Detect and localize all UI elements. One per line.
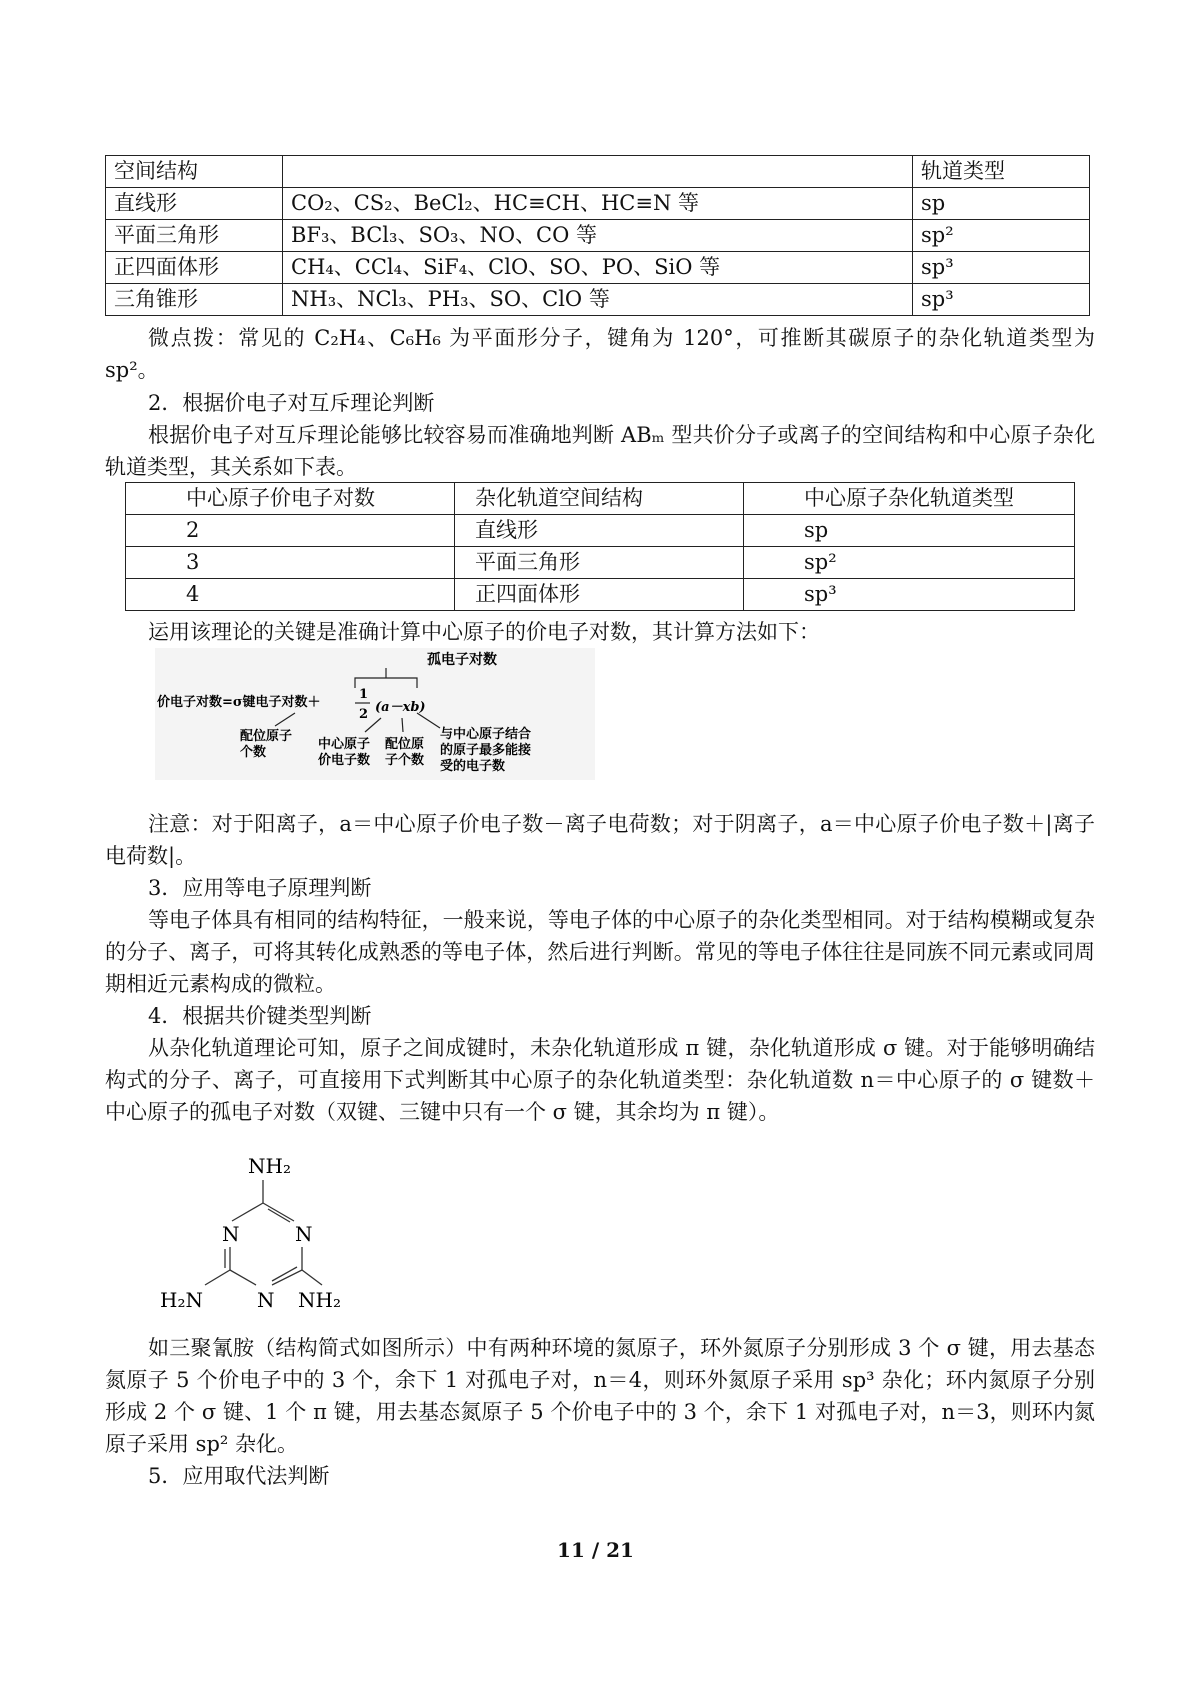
table-cell: sp³	[913, 284, 1090, 316]
table-cell: BF₃、BCl₃、SO₃、NO、CO 等	[283, 220, 913, 252]
paragraph: 根据价电子对互斥理论能够比较容易而准确地判断 ABₘ 型共价分子或离子的空间结构和中心原子杂化轨道类型，其关系如下表。	[105, 423, 1095, 479]
arrow-coord-count	[402, 718, 403, 732]
table-row	[106, 252, 1090, 284]
table-header-cell: 中心原子杂化轨道类型	[744, 483, 1075, 515]
vsepr-table	[125, 482, 1075, 611]
table-cell: 空间结构	[106, 156, 283, 188]
table-header-cell: 中心原子价电子对数	[126, 483, 455, 515]
table-cell: sp³	[744, 579, 1075, 611]
arrow-max-accept	[417, 713, 440, 728]
coord-count-label-2: 子个数	[385, 753, 425, 768]
table-row	[106, 284, 1090, 316]
coord-count-label: 配位原	[385, 737, 425, 752]
table-cell: 3	[126, 547, 455, 579]
table-cell: 正四面体形	[106, 252, 283, 284]
paragraph: 运用该理论的关键是准确计算中心原子的价电子对数，其计算方法如下：	[148, 620, 820, 644]
paragraph: 等电子体具有相同的结构特征，一般来说，等电子体的中心原子的杂化类型相同。对于结构模糊或复杂的分子、离子，可将其转化成熟悉的等电子体，然后进行判断。常见的等电子体往往是同族不同元素或同周期相近元素构成的微粒。	[105, 908, 1095, 996]
table-cell	[283, 156, 913, 188]
ring-n-right: N	[295, 1222, 313, 1246]
bond-line	[302, 1270, 322, 1285]
melamine-svg	[160, 1155, 360, 1320]
central-valence-label-2: 价电子数	[318, 753, 371, 768]
coord-atoms-label: 配位原子	[240, 729, 293, 744]
section-heading-3: 3．应用等电子原理判断	[148, 876, 372, 900]
table-row	[106, 188, 1090, 220]
structure-top-label: NH₂	[248, 1155, 291, 1178]
coord-atoms-label-2: 个数	[240, 745, 267, 760]
table-cell: 轨道类型	[913, 156, 1090, 188]
table-cell: NH₃、NCl₃、PH₃、SO、ClO 等	[283, 284, 913, 316]
bond-line	[263, 1203, 294, 1221]
table-cell: sp²	[744, 547, 1075, 579]
table-cell: 2	[126, 515, 455, 547]
table-cell: 平面三角形	[106, 220, 283, 252]
bracket-line	[355, 668, 417, 688]
table-row	[126, 579, 1075, 611]
arrow-coord-atoms	[275, 713, 295, 726]
table-row	[106, 156, 1090, 188]
table-cell: 平面三角形	[455, 547, 744, 579]
table-cell: 直线形	[455, 515, 744, 547]
bond-line	[232, 1203, 263, 1221]
paragraph: 从杂化轨道理论可知，原子之间成键时，未杂化轨道形成 π 键，杂化轨道形成 σ 键。对于能够明确结构式的分子、离子，可直接用下式判断其中心原子的杂化轨道类型：杂化轨道数 n＝中心原子的 σ 键数＋中心原子的孤电子对数（双键、三键中只有一个 σ 键，其余均为 π 键）。	[105, 1036, 1095, 1124]
table-cell: 4	[126, 579, 455, 611]
tip-paragraph: 微点拨：常见的 C₂H₄、C₆H₆ 为平面形分子，键角为 120°，可推断其碳原子的杂化轨道类型为 sp²。	[105, 326, 1095, 382]
table-cell: sp³	[913, 252, 1090, 284]
formula-svg	[155, 648, 595, 780]
valence-pair-formula-diagram	[155, 648, 595, 780]
table-cell: sp	[913, 188, 1090, 220]
table-cell: CO₂、CS₂、BeCl₂、HC≡CH、HC≡N 等	[283, 188, 913, 220]
table-cell: 正四面体形	[455, 579, 744, 611]
table-cell: CH₄、CCl₄、SiF₄、ClO、SO、PO、SiO 等	[283, 252, 913, 284]
ring-n-bottom: N	[257, 1288, 275, 1312]
table-header-cell: 杂化轨道空间结构	[455, 483, 744, 515]
page-number: 11 / 21	[557, 1538, 634, 1562]
lone-pairs-label: 孤电子对数	[427, 652, 497, 668]
section-heading-5: 5．应用取代法判断	[148, 1464, 330, 1488]
table-row	[126, 547, 1075, 579]
table-cell: 三角锥形	[106, 284, 283, 316]
structure-bottom-right-label: NH₂	[298, 1288, 341, 1312]
formula-expression: (a－xb)	[375, 700, 426, 715]
formula-lhs: 价电子对数=σ键电子对数＋	[157, 695, 321, 710]
ring-n-left: N	[222, 1222, 240, 1246]
max-accept-label: 与中心原子结合	[440, 727, 532, 742]
max-accept-label-3: 受的电子数	[440, 759, 506, 774]
table-cell: 直线形	[106, 188, 283, 220]
central-valence-label: 中心原子	[318, 737, 371, 752]
bond-line	[205, 1270, 230, 1285]
hybridization-structure-table	[105, 155, 1090, 316]
note-paragraph: 注意：对于阳离子，a＝中心原子价电子数－离子电荷数；对于阴离子，a＝中心原子价电子数＋|离子电荷数|。	[105, 812, 1095, 868]
table-cell: sp²	[913, 220, 1090, 252]
table-cell: sp	[744, 515, 1075, 547]
section-heading-2: 2．根据价电子对互斥理论判断	[148, 391, 435, 415]
melamine-structure-diagram	[160, 1155, 360, 1320]
section-heading-4: 4．根据共价键类型判断	[148, 1004, 372, 1028]
table-row	[126, 515, 1075, 547]
table-header-row	[126, 483, 1075, 515]
paragraph: 如三聚氰胺（结构简式如图所示）中有两种环境的氮原子，环外氮原子分别形成 3 个 σ 键，用去基态氮原子 5 个价电子中的 3 个，余下 1 对孤电子对，n＝4，则环外氮原子采用 sp³ 杂化；环内氮原子分别形成 2 个 σ 键、1 个 π 键，用去基态氮原子 5 个价电子中的 3 个，余下 1 对孤电子对，n＝3，则环内氮原子采用 sp² 杂化。	[105, 1336, 1095, 1456]
max-accept-label-2: 的原子最多能接	[440, 743, 532, 758]
structure-bottom-left-label: H₂N	[160, 1288, 203, 1312]
fraction-denominator: 2	[359, 707, 369, 722]
bond-line	[268, 1209, 290, 1222]
fraction-numerator: 1	[359, 687, 369, 702]
table-row	[106, 220, 1090, 252]
bond-line	[230, 1270, 256, 1285]
